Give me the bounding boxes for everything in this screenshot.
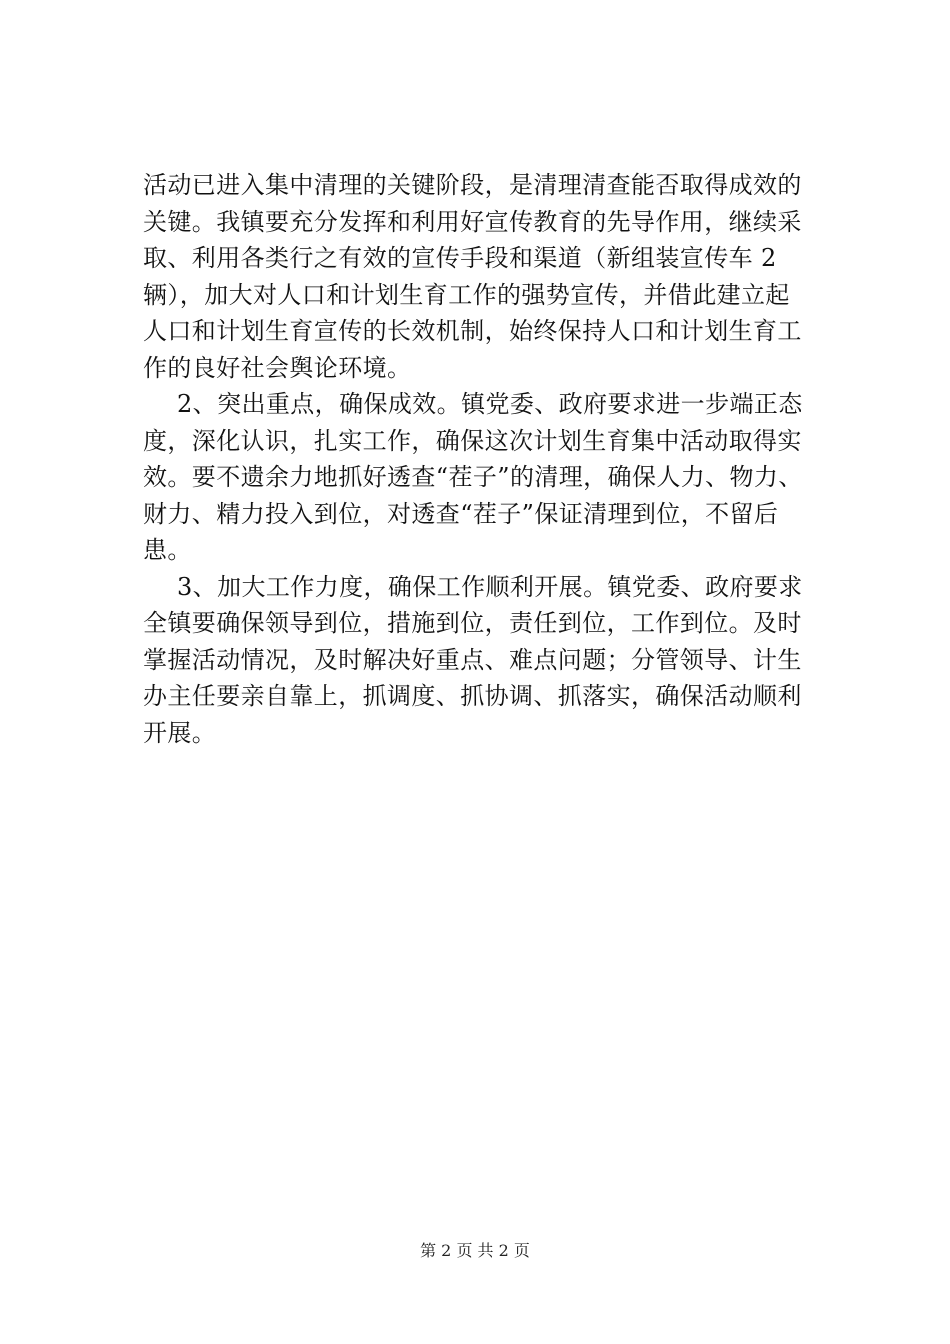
text-line: 开展。 bbox=[143, 718, 217, 747]
text-line: 掌握活动情况，及时解决好重点、难点问题；分管领导、计生 bbox=[143, 645, 802, 674]
paragraph-3-first-line: 3、加大工作力度，确保工作顺利开展。镇党委、政府要求 bbox=[177, 572, 803, 601]
document-body bbox=[143, 167, 819, 751]
text-line: 关键。我镇要充分发挥和利用好宣传教育的先导作用，继续采 bbox=[143, 207, 802, 236]
text-line: 患。 bbox=[143, 536, 192, 564]
text-line: 办主任要亲自靠上，抓调度、抓协调、抓落实，确保活动顺利 bbox=[143, 682, 802, 710]
page-footer bbox=[0, 1240, 950, 1262]
paragraph-2-first-line: 2、突出重点，确保成效。镇党委、政府要求进一步端正态 bbox=[177, 390, 803, 418]
text-line: 效。要不遗余力地抓好透查“茬子”的清理，确保人力、物力、 bbox=[143, 463, 803, 491]
text-line: 财力、精力投入到位，对透查“茬子”保证清理到位，不留后 bbox=[143, 499, 779, 528]
text-line: 活动已进入集中清理的关键阶段，是清理清查能否取得成效的 bbox=[143, 171, 802, 199]
text-line: 人口和计划生育宣传的长效机制，始终保持人口和计划生育工 bbox=[143, 317, 802, 345]
text-line: 作的良好社会舆论环境。 bbox=[143, 353, 412, 382]
text-line: 取、利用各类行之有效的宣传手段和渠道（新组装宣传车 2 bbox=[143, 244, 777, 272]
text-line: 度，深化认识，扎实工作，确保这次计划生育集中活动取得实 bbox=[143, 426, 802, 455]
text-line: 全镇要确保领导到位，措施到位，责任到位，工作到位。及时 bbox=[143, 609, 802, 637]
page-number-label: 第 2 页 共 2 页 bbox=[420, 1241, 530, 1260]
text-line: 辆），加大对人口和计划生育工作的强势宣传，并借此建立起 bbox=[143, 280, 790, 309]
